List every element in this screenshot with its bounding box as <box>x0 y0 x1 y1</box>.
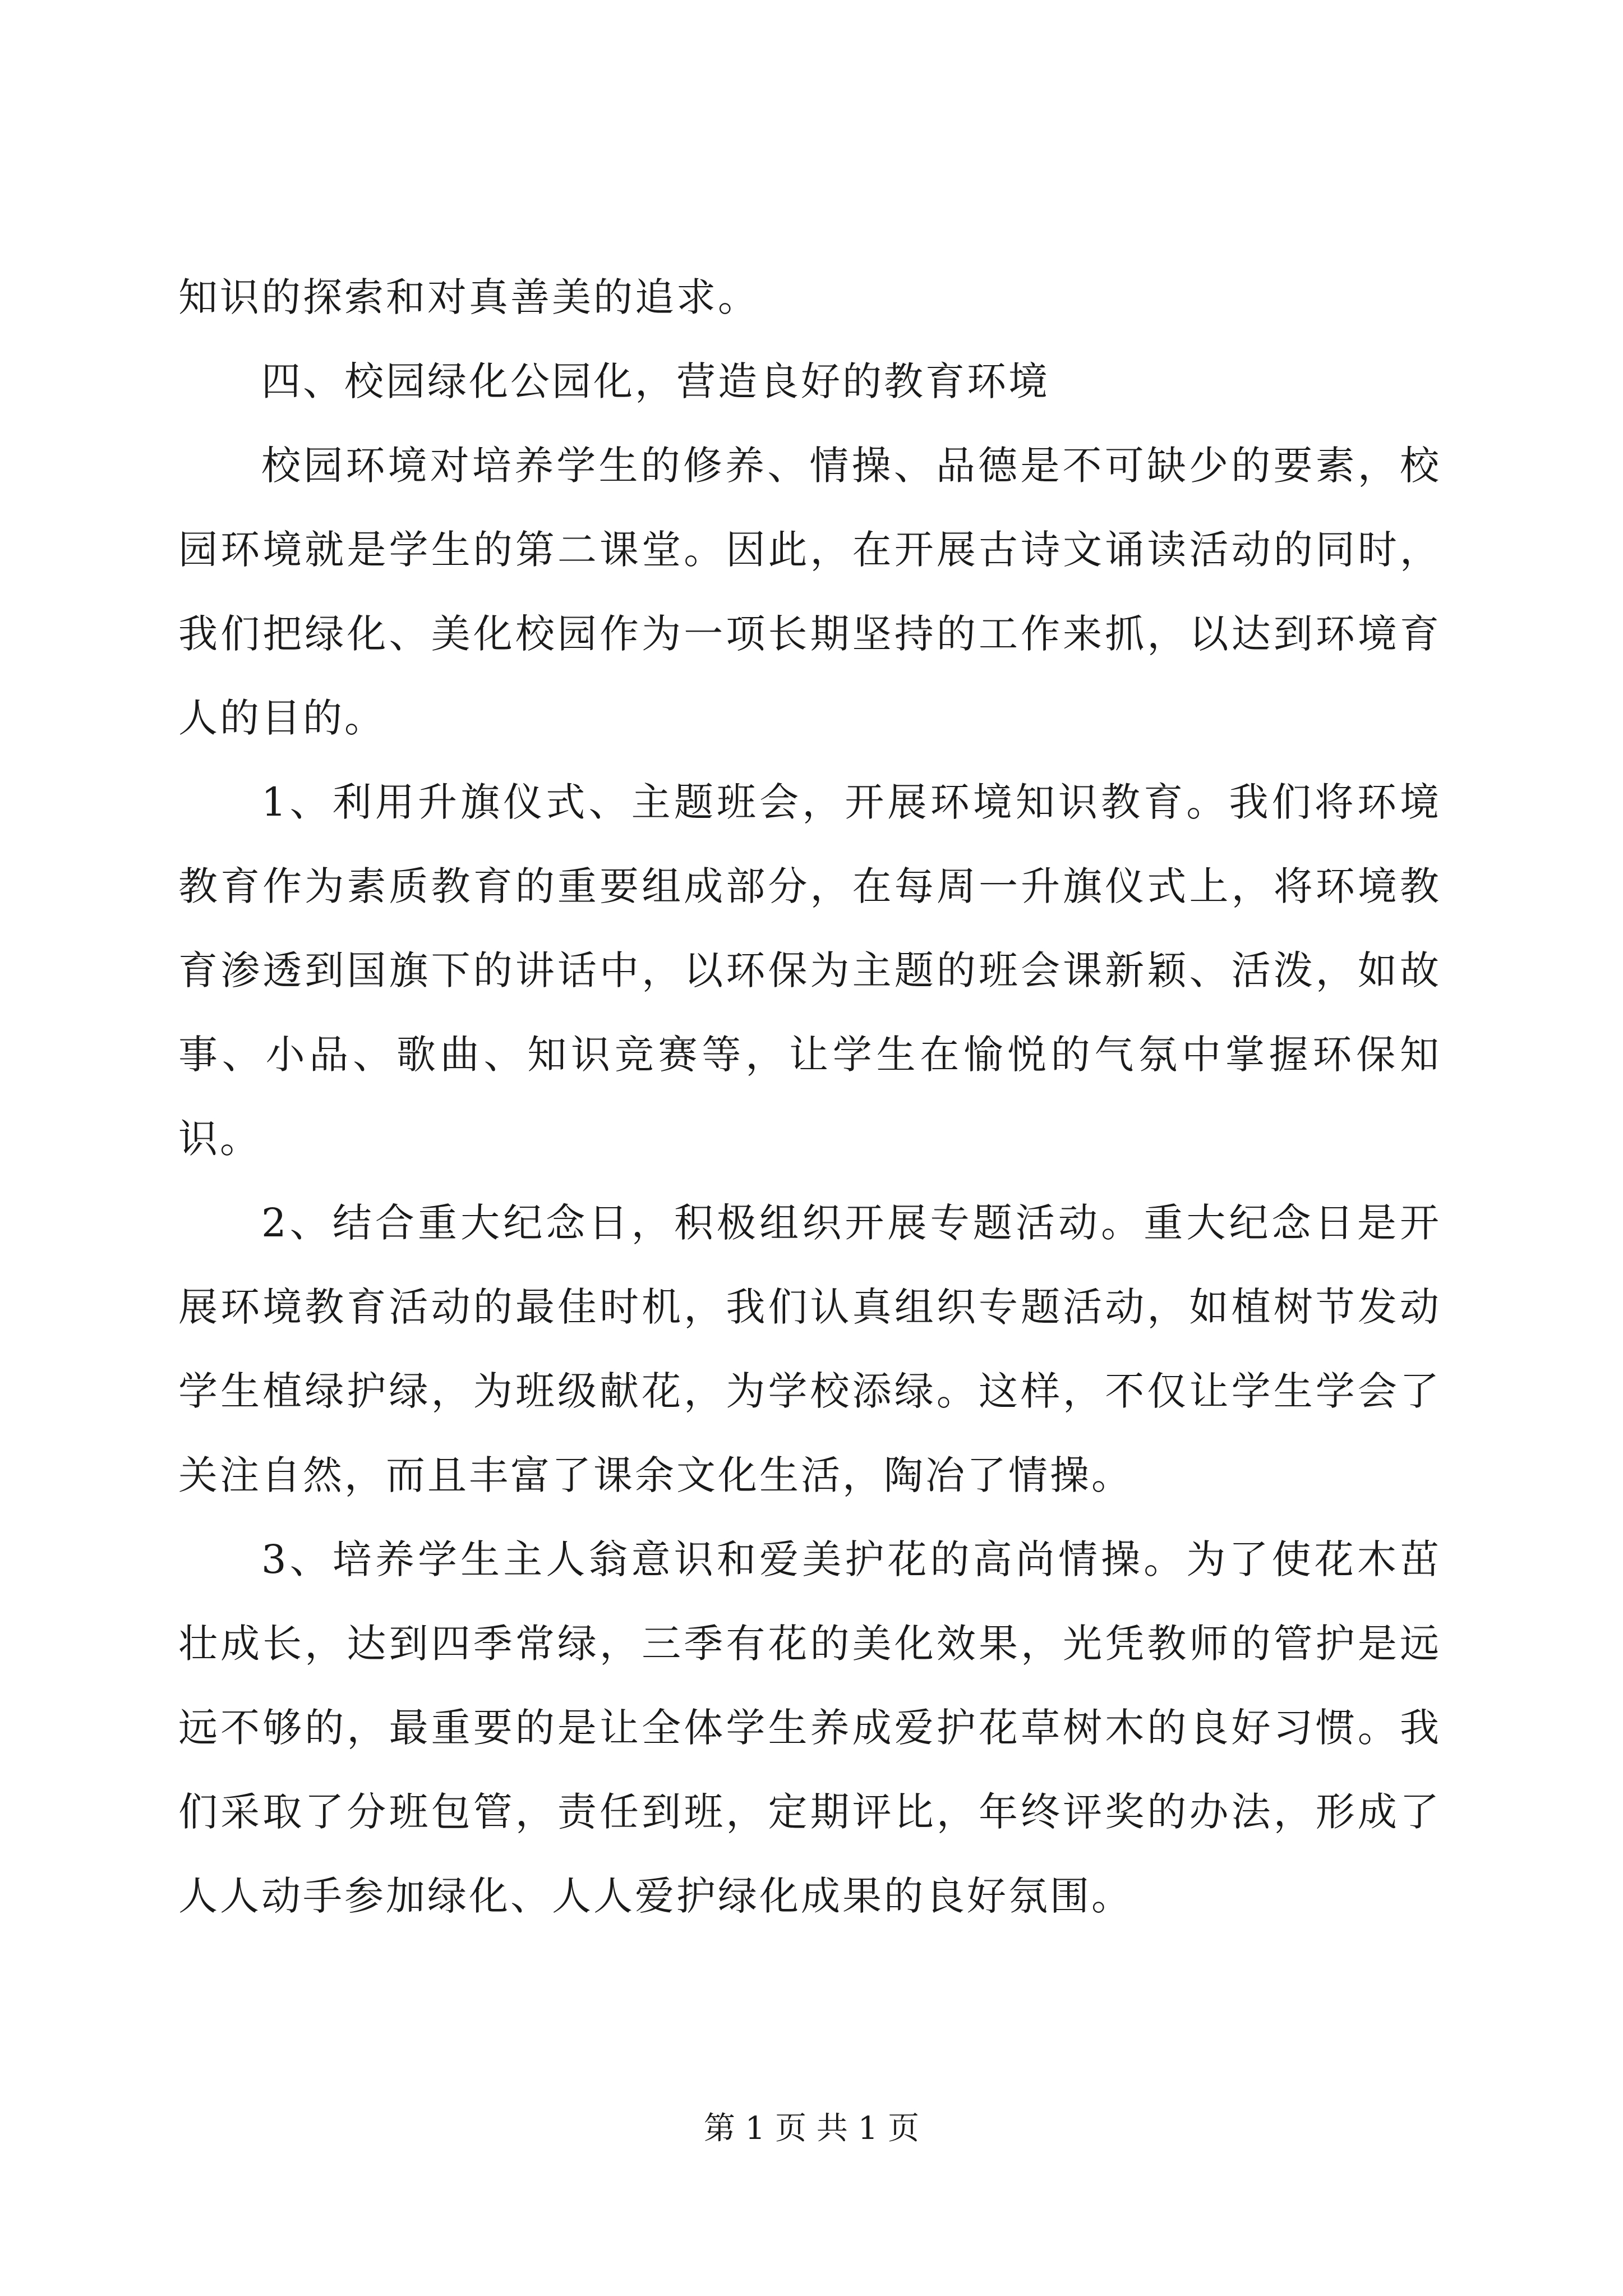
paragraph-3: 校园环境对培养学生的修养、情操、品德是不可缺少的要素，校园环境就是学生的第二课堂。因此，在开展古诗文诵读活动的同时，我们把绿化、美化校园作为一项长期坚持的工作来抓，以达到环境育人的目的。 <box>178 443 1441 741</box>
paragraph-4: 1、利用升旗仪式、主题班会，开展环境知识教育。我们将环境教育作为素质教育的重要组成部分，在每周一升旗仪式上，将环境教育渗透到国旗下的讲话中，以环保为主题的班会课新颖、活泼，如故事、小品、歌曲、知识竞赛等，让学生在愉悦的气氛中掌握环保知识。 <box>178 779 1441 1162</box>
section-heading: 四、校园绿化公园化，营造良好的教育环境 <box>261 358 1050 404</box>
paragraph-1: 知识的探索和对真善美的追求。 <box>178 274 759 320</box>
paragraph-6: 3、培养学生主人翁意识和爱美护花的高尚情操。为了使花木茁壮成长，达到四季常绿，三季有花的美化效果，光凭教师的管护是远远不够的，最重要的是让全体学生养成爱护花草树木的良好习惯。我们采取了分班包管，责任到班，定期评比，年终评奖的办法，形成了人人动手参加绿化、人人爱护绿化成果的良好氛围。 <box>178 1536 1441 1919</box>
paragraph-5: 2、结合重大纪念日，积极组织开展专题活动。重大纪念日是开展环境教育活动的最佳时机，我们认真组织专题活动，如植树节发动学生植绿护绿，为班级献花，为学校添绿。这样，不仅让学生学会了关注自然，而且丰富了课余文化生活，陶冶了情操。 <box>178 1200 1441 1498</box>
page-footer: 第 1 页 共 1 页 <box>703 2110 920 2147</box>
document-body <box>178 255 1441 1938</box>
